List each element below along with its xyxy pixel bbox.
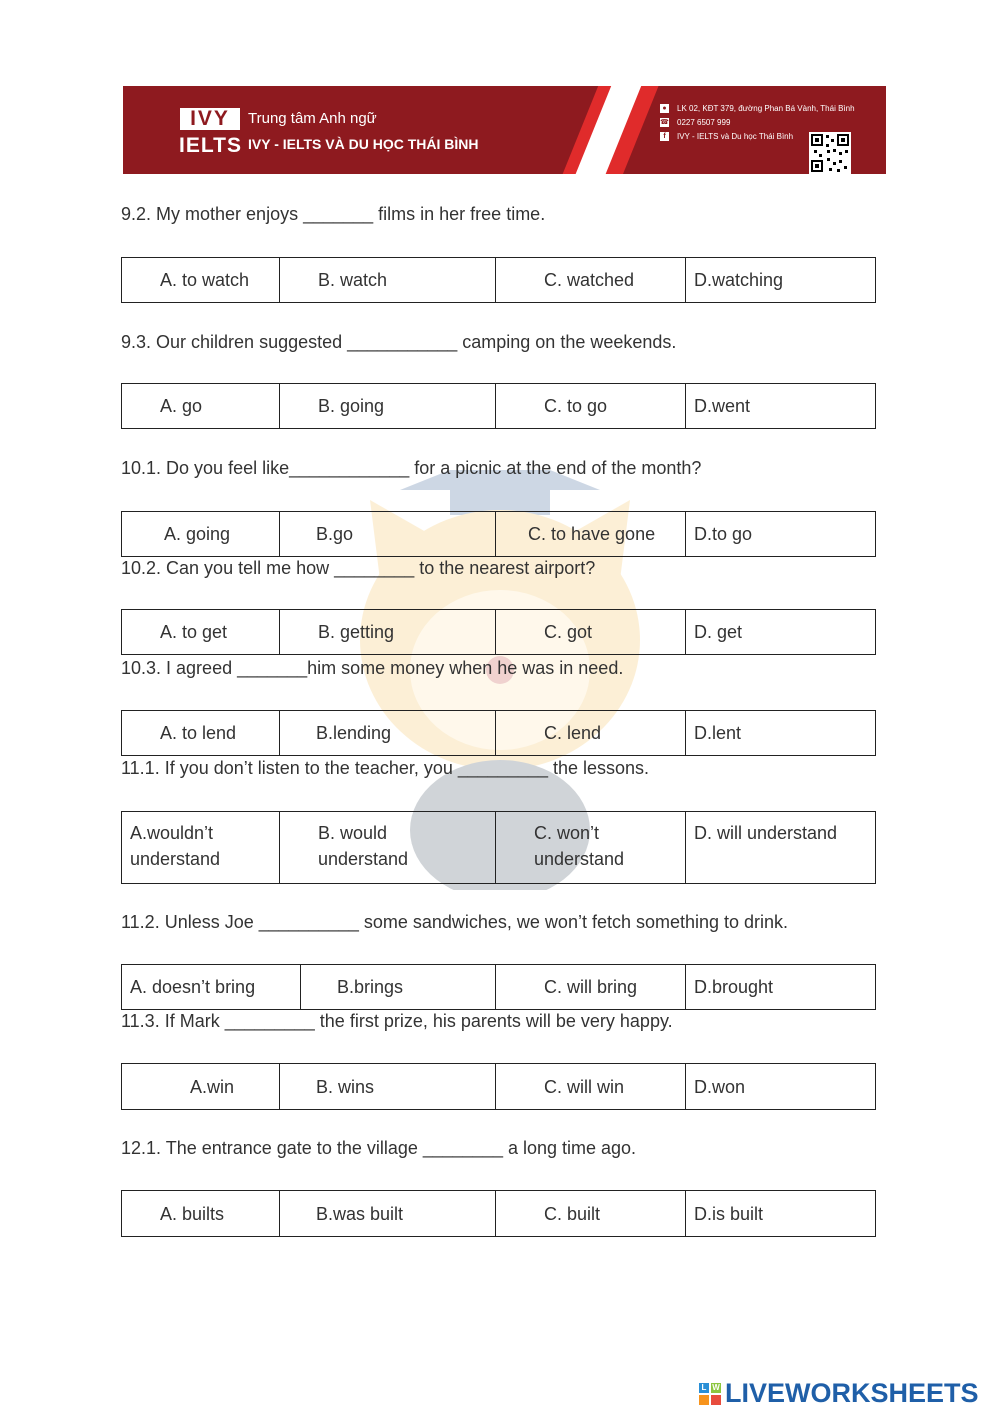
contact-facebook: f IVY - IELTS và Du học Thái Bình [660, 132, 793, 141]
question-9-3: 9.3. Our children suggested ___________ camping on the weekends. [121, 332, 677, 352]
logo-ivy: IVY [180, 108, 240, 130]
option-a[interactable]: A.wouldn’t understand [122, 812, 280, 883]
option-a[interactable]: A. to lend [122, 711, 280, 755]
question-9-2: 9.2. My mother enjoys _______ films in her free time. [121, 204, 546, 224]
option-c[interactable]: C. to have gone [496, 512, 686, 556]
option-a[interactable]: A. going [122, 512, 280, 556]
option-c[interactable]: C. lend [496, 711, 686, 755]
logo-ielts: IELTS [179, 134, 242, 157]
facebook-icon: f [660, 132, 669, 141]
option-d[interactable]: D.brought [694, 977, 774, 997]
option-b[interactable]: B. would understand [280, 812, 496, 883]
options-row-10-1 [121, 511, 876, 557]
options-row-10-2 [121, 609, 876, 655]
option-a[interactable]: A.win [122, 1064, 280, 1109]
option-b[interactable]: B. watch [280, 258, 496, 302]
question-12-1: 12.1. The entrance gate to the village ________ a long time ago. [121, 1138, 637, 1158]
question-11-3: 11.3. If Mark _________ the first prize, his parents will be very happy. [121, 1011, 673, 1031]
option-a[interactable]: A. to watch [122, 258, 280, 302]
option-c[interactable]: C. to go [496, 384, 686, 428]
option-a[interactable]: A. doesn’t bring [122, 965, 301, 1009]
option-d[interactable]: D.went [694, 396, 751, 416]
option-b[interactable]: B. going [280, 384, 496, 428]
option-b[interactable]: B. wins [280, 1064, 496, 1109]
qr-code-icon [809, 132, 851, 174]
question-10-1: 10.1. Do you feel like____________ for a picnic at the end of the month? [121, 458, 702, 478]
options-row-12-1 [121, 1190, 876, 1237]
question-10-3: 10.3. I agreed _______him some money when he was in need. [121, 658, 624, 678]
option-c[interactable]: C. will bring [496, 965, 686, 1009]
option-c[interactable]: C. will win [496, 1064, 686, 1109]
liveworksheets-brand-text: LIVEWORKSHEETS [725, 1378, 979, 1408]
option-c[interactable]: C. got [496, 610, 686, 654]
options-row-10-3 [121, 710, 876, 756]
option-d[interactable]: D.won [694, 1076, 746, 1097]
options-row-9-3 [121, 383, 876, 429]
banner-center-name: IVY - IELTS VÀ DU HỌC THÁI BÌNH [248, 136, 479, 152]
option-a[interactable]: A. go [122, 384, 280, 428]
question-10-2: 10.2. Can you tell me how ________ to the nearest airport? [121, 558, 596, 578]
banner-tagline: Trung tâm Anh ngữ [248, 110, 377, 127]
option-d[interactable]: D. will understand [694, 823, 838, 843]
question-11-1: 11.1. If you don’t listen to the teacher, you _________ the lessons. [121, 758, 650, 778]
options-row-11-3 [121, 1063, 876, 1110]
option-c[interactable]: C. built [496, 1191, 686, 1236]
option-b[interactable]: B.lending [280, 711, 496, 755]
option-d[interactable]: D.lent [694, 723, 742, 743]
option-c[interactable]: C. won’t understand [496, 812, 686, 883]
phone-icon: ☎ [660, 119, 669, 126]
option-c[interactable]: C. watched [496, 258, 686, 302]
option-d[interactable]: D. get [694, 622, 743, 642]
header-banner [123, 86, 886, 174]
option-b[interactable]: B.was built [280, 1191, 496, 1236]
option-d[interactable]: D.is built [694, 1203, 764, 1224]
option-d[interactable]: D.to go [694, 524, 753, 544]
contact-address: ● LK 02, KĐT 379, đường Phan Bá Vành, Thái Bình [660, 104, 855, 113]
question-11-2: 11.2. Unless Joe __________ some sandwiches, we won’t fetch something to drink. [121, 912, 789, 932]
location-pin-icon: ● [660, 104, 669, 113]
options-row-11-2 [121, 964, 876, 1010]
option-b[interactable]: B.go [280, 512, 496, 556]
liveworksheets-tiles-icon: L W [699, 1383, 721, 1405]
option-d[interactable]: D.watching [694, 270, 784, 290]
option-b[interactable]: B.brings [301, 965, 496, 1009]
contact-phone: ☎ 0227 6507 999 [660, 118, 731, 127]
options-row-9-2 [121, 257, 876, 303]
option-b[interactable]: B. getting [280, 610, 496, 654]
liveworksheets-logo[interactable] [699, 1378, 979, 1409]
options-row-11-1 [121, 811, 876, 884]
option-a[interactable]: A. to get [122, 610, 280, 654]
option-a[interactable]: A. builts [122, 1191, 280, 1236]
